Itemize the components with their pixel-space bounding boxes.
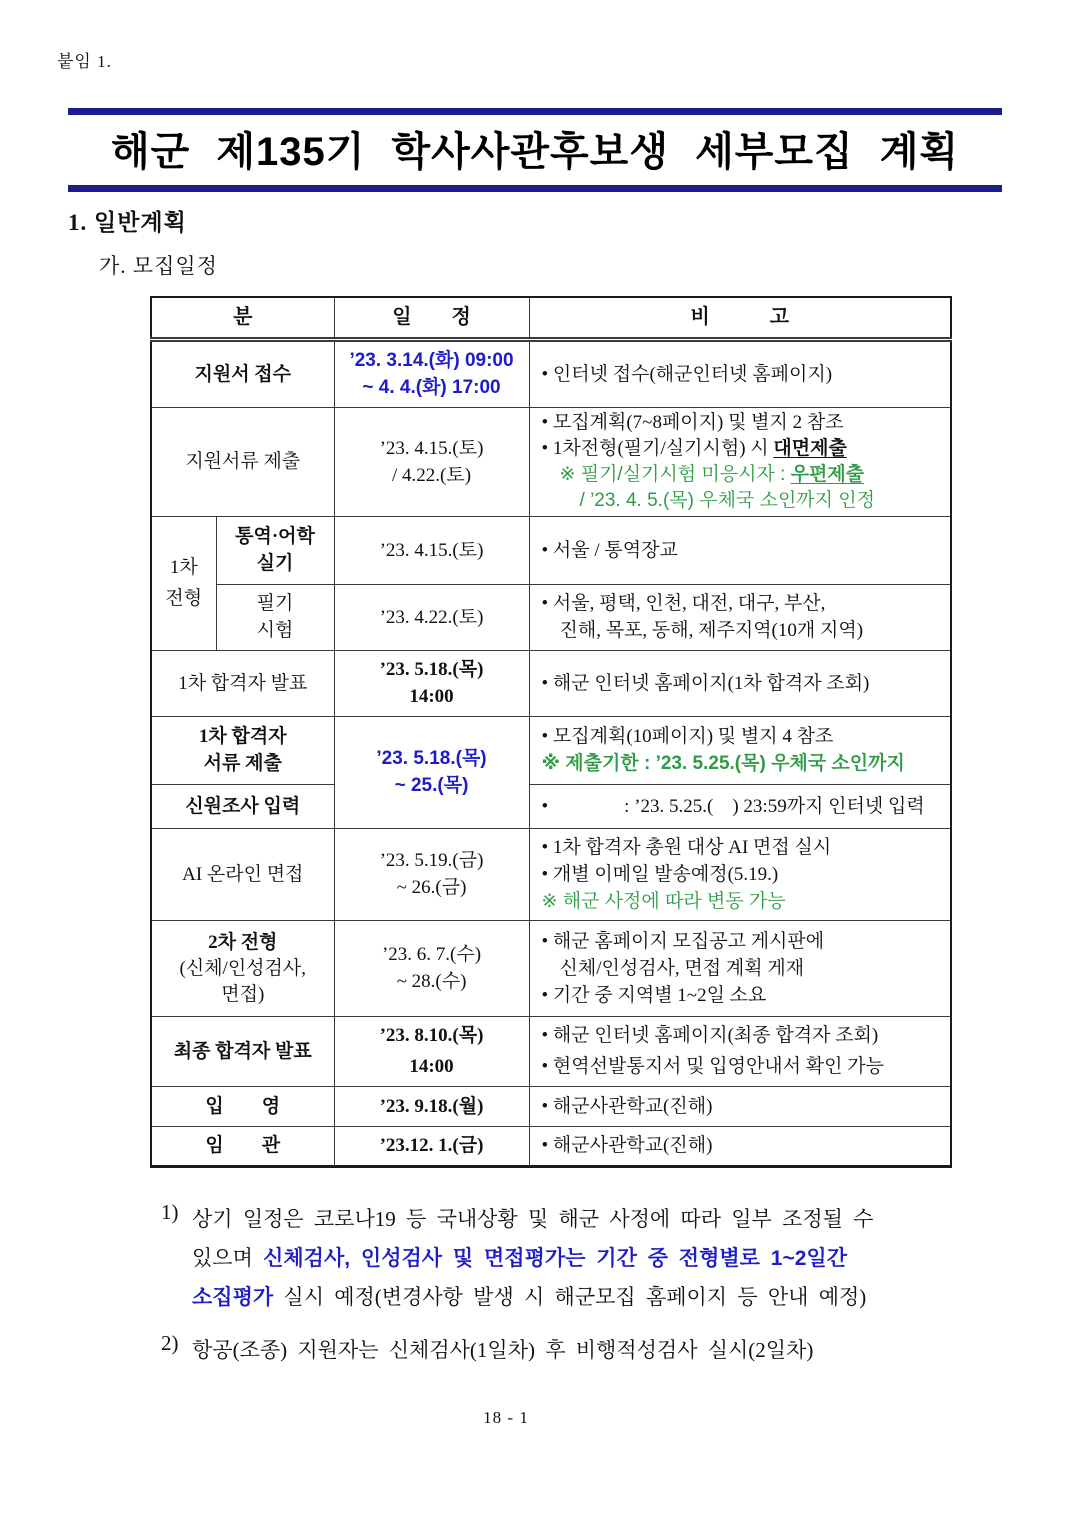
schedule-table-wrapper <box>150 296 952 1168</box>
cell-schedule <box>334 1016 529 1086</box>
schedule-line: ’23. 3.14.(화) 09:00 <box>349 350 514 371</box>
footnote-number: 2) <box>161 1331 179 1355</box>
cell-remark <box>529 650 951 716</box>
table-row-ai-interview <box>151 828 951 920</box>
subcategory-line: 통역·어학 <box>235 526 315 547</box>
remark-line: • 현역선발통지서 및 입영안내서 확인 가능 <box>541 1056 884 1077</box>
group-line: 전형 <box>165 588 203 609</box>
schedule-line: ~ 25.(목) <box>394 775 469 796</box>
schedule-line: ’23. 5.18.(목) <box>379 659 484 680</box>
section-heading: 1. 일반계획 <box>68 210 187 235</box>
schedule-table <box>150 296 952 1168</box>
table-row-enlistment <box>151 1086 951 1126</box>
remark-line: 진해, 목포, 동해, 제주지역(10개 지역) <box>559 620 864 641</box>
footnote-line: 항공(조종) 지원자는 신체검사(1일차) 후 비행적성검사 실시(2일차) <box>192 1338 814 1362</box>
emphasized-text: 우편제출 <box>790 463 865 485</box>
schedule-line: ’23. 4.15.(토) <box>379 437 484 459</box>
cell-remark <box>529 716 951 784</box>
footnotes <box>161 1200 1023 1370</box>
attachment-label: 붙임 1. <box>57 52 112 71</box>
remark-line: • 해군 인터넷 홈페이지(최종 합격자 조회) <box>541 1025 879 1046</box>
cell-category: 임 관 <box>151 1126 334 1166</box>
category-line: (신체/인성검사, <box>179 957 306 979</box>
category-line: 면접) <box>221 983 265 1005</box>
table-row-first-round-practical <box>151 516 951 584</box>
cell-schedule <box>334 716 529 828</box>
cell-remark <box>529 1086 951 1126</box>
note-text: ※ 필기/실기시험 미응시자 : <box>559 463 791 485</box>
cell-category: AI 온라인 면접 <box>151 828 334 920</box>
cell-remark <box>529 828 951 920</box>
schedule-line: ’23. 5.18.(목) <box>376 748 487 769</box>
subcategory-line: 실기 <box>256 553 294 574</box>
remark-note-line: / ’23. 4. 5.(목) 우체국 소인까지 인정 <box>579 489 875 511</box>
footnote-text: 실시 예정(변경사항 발생 시 해군모집 홈페이지 등 안내 예정) <box>273 1285 867 1309</box>
remark-line: • 서울 / 통역장교 <box>541 539 678 561</box>
header-remark: 비 고 <box>529 297 951 339</box>
footnote-highlight: 신체검사, 인성검사 및 면접평가는 기간 중 전형별로 1~2일간 <box>263 1247 847 1270</box>
cell-schedule: ’23. 4.22.(토) <box>334 584 529 650</box>
cell-remark <box>529 784 951 828</box>
footnote-line <box>192 1239 1023 1278</box>
table-row-first-pass-documents <box>151 716 951 784</box>
schedule-line: ’23. 8.10.(목) <box>379 1025 484 1046</box>
emphasized-text: 대면제출 <box>773 437 847 459</box>
footnote-body <box>192 1200 1023 1317</box>
cell-schedule <box>334 407 529 516</box>
remark-note-line: ※ 해군 사정에 따라 변동 가능 <box>541 890 786 912</box>
cell-remark <box>529 1016 951 1086</box>
cell-remark <box>529 407 951 516</box>
table-row-first-round-written <box>151 584 951 650</box>
cell-subcategory <box>216 516 334 584</box>
remark-line: • 1차 합격자 총원 대상 AI 면접 실시 <box>541 836 832 858</box>
table-row-documents <box>151 407 951 516</box>
table-row-second-round <box>151 920 951 1016</box>
remark-text: • 1차전형(필기/실기시험) 시 <box>541 437 774 459</box>
footnote-body <box>192 1331 1023 1370</box>
cell-schedule: ’23. 9.18.(월) <box>334 1086 529 1126</box>
remark-note-line <box>542 462 945 488</box>
category-line: 서류 제출 <box>203 753 282 774</box>
cell-remark <box>529 1126 951 1166</box>
cell-category <box>151 716 334 784</box>
schedule-line: ’23. 5.19.(금) <box>379 850 484 871</box>
footnote-number: 1) <box>161 1200 179 1224</box>
remark-line: • 기간 중 지역별 1~2일 소요 <box>541 984 767 1006</box>
page-title: 해군 제135기 학사사관후보생 세부모집 계획 <box>110 130 960 174</box>
header-category: 분 <box>151 297 334 339</box>
table-row-final-result <box>151 1016 951 1086</box>
category-line: 2차 전형 <box>208 931 278 953</box>
schedule-line: 14:00 <box>409 1056 454 1077</box>
remark-line: • 인터넷 접수(해군인터넷 홈페이지) <box>541 363 833 385</box>
cell-remark <box>529 920 951 1016</box>
cell-schedule: ’23.12. 1.(금) <box>334 1126 529 1166</box>
cell-category <box>151 920 334 1016</box>
remark-line: • : ’23. 5.25.( ) 23:59까지 인터넷 입력 <box>541 795 925 817</box>
table-row-application <box>151 339 951 407</box>
cell-remark <box>529 584 951 650</box>
footnote-text: 있으며 <box>192 1246 264 1270</box>
remark-line: 신체/인성검사, 면접 계획 게재 <box>559 957 805 979</box>
footnote-line <box>192 1278 1023 1317</box>
footnote-highlight: 소집평가 <box>192 1286 274 1309</box>
footnote-2 <box>161 1331 1023 1370</box>
footnote-line: 상기 일정은 코로나19 등 국내상황 및 해군 사정에 따라 일부 조정될 수 <box>192 1207 874 1231</box>
cell-category: 입 영 <box>151 1086 334 1126</box>
group-line: 1차 <box>169 557 198 578</box>
category-line: 1차 합격자 <box>198 726 287 747</box>
remark-line: • 개별 이메일 발송예정(5.19.) <box>541 863 779 885</box>
remark-line: • 해군사관학교(진해) <box>541 1095 713 1117</box>
table-row-commissioning <box>151 1126 951 1166</box>
remark-line: • 해군 홈페이지 모집공고 게시판에 <box>541 930 825 952</box>
cell-category: 지원서류 제출 <box>151 407 334 516</box>
cell-schedule <box>334 650 529 716</box>
cell-schedule <box>334 828 529 920</box>
cell-category: 지원서 접수 <box>151 339 334 407</box>
subsection-heading: 가. 모집일정 <box>99 254 218 278</box>
table-row-background-check <box>151 784 951 828</box>
schedule-line: 14:00 <box>409 686 454 707</box>
table-row-first-result <box>151 650 951 716</box>
cell-remark <box>529 339 951 407</box>
header-schedule: 일 정 <box>334 297 529 339</box>
cell-category: 신원조사 입력 <box>151 784 334 828</box>
subcategory-line: 필기 <box>256 593 294 614</box>
cell-subcategory <box>216 584 334 650</box>
cell-category: 최종 합격자 발표 <box>151 1016 334 1086</box>
remark-line: • 해군 인터넷 홈페이지(1차 합격자 조회) <box>541 672 870 694</box>
title-banner <box>68 108 1002 192</box>
remark-line <box>542 436 945 462</box>
schedule-line: / 4.22.(토) <box>391 464 472 486</box>
remark-line: • 서울, 평택, 인천, 대전, 대구, 부산, <box>541 593 826 614</box>
cell-remark <box>529 516 951 584</box>
remark-line: • 모집계획(10페이지) 및 별지 4 참조 <box>541 726 834 747</box>
page-number: 18 - 1 <box>483 1408 529 1427</box>
remark-line: • 모집계획(7~8페이지) 및 별지 2 참조 <box>541 411 844 433</box>
subcategory-line: 시험 <box>256 620 294 641</box>
cell-group <box>151 516 216 650</box>
cell-category: 1차 합격자 발표 <box>151 650 334 716</box>
cell-schedule: ’23. 4.15.(토) <box>334 516 529 584</box>
remark-note-line: ※ 제출기한 : ’23. 5.25.(목) 우체국 소인까지 <box>541 753 905 774</box>
schedule-line: ~ 4. 4.(화) 17:00 <box>362 377 501 398</box>
schedule-line: ~ 28.(수) <box>396 971 467 992</box>
remark-line: • 해군사관학교(진해) <box>541 1135 713 1156</box>
cell-schedule <box>334 920 529 1016</box>
cell-schedule <box>334 339 529 407</box>
table-header-row <box>151 297 951 339</box>
footnote-1 <box>161 1200 1023 1317</box>
schedule-line: ’23. 6. 7.(수) <box>381 944 482 965</box>
schedule-line: ~ 26.(금) <box>396 877 467 898</box>
